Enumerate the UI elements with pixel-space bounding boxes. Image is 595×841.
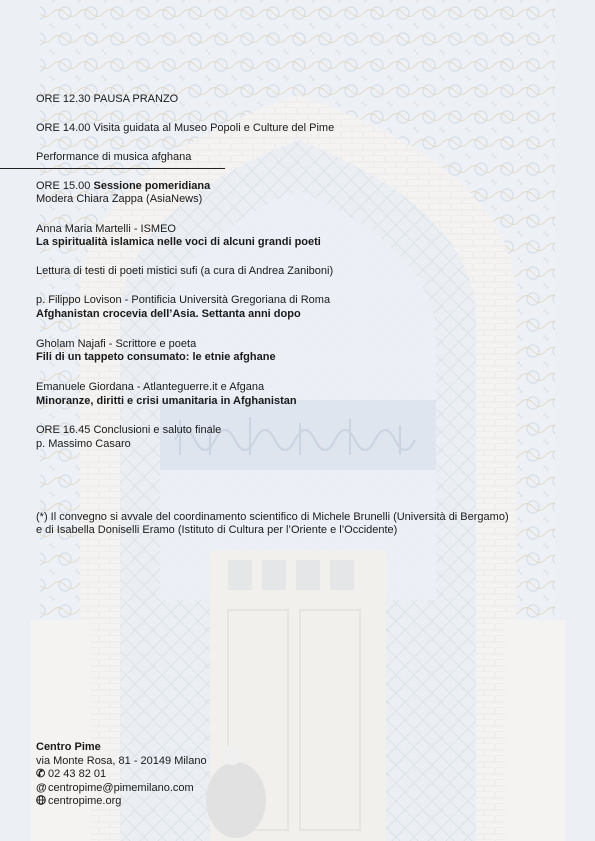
talk1-title: La spiritualità islamica nelle voci di alcuni grandi poeti <box>36 236 321 248</box>
talk2-speaker: p. Filippo Lovison - Pontificia Università Gregoriana di Roma <box>36 294 331 306</box>
afternoon-time: ORE 15.00 <box>36 180 94 192</box>
email-link[interactable]: centropime@pimemilano.com <box>48 781 194 794</box>
talk3-title: Fili di un tappeto consumato: le etnie afghane <box>36 351 276 363</box>
web-row[interactable] <box>36 795 207 809</box>
website-link[interactable]: centropime.org <box>48 795 122 807</box>
lunch-break: ORE 12.30 PAUSA PRANZO <box>36 93 179 105</box>
poetry-reading: Lettura di testi di poeti mistici sufi (a cura di Andrea Zaniboni) <box>36 265 334 277</box>
museum-visit: ORE 14.00 Visita guidata al Museo Popoli e Culture del Pime <box>36 122 335 134</box>
afternoon-title: Sessione pomeridiana <box>93 180 211 192</box>
scientific-note-line1: (*) Il convegno si avvale del coordinamento scientifico di Michele Brunelli (Università di Bergamo) <box>36 511 509 523</box>
globe-icon <box>36 795 48 809</box>
section-divider <box>0 168 225 169</box>
talk4-title: Minoranze, diritti e crisi umanitaria in Afghanistan <box>36 395 297 407</box>
scientific-note-line2: e di Isabella Doniselli Eramo (Istituto di Cultura per l’Oriente e l’Occidente) <box>36 524 398 536</box>
phone-icon: ✆ <box>36 768 46 780</box>
closing-remarks: ORE 16.45 Conclusioni e saluto finale <box>36 424 222 436</box>
talk2-title: Afghanistan crocevia dell’Asia. Settanta anni dopo <box>36 308 301 320</box>
talk1-speaker: Anna Maria Martelli - ISMEO <box>36 223 176 235</box>
phone-row <box>36 768 207 782</box>
closing-speaker: p. Massimo Casaro <box>36 438 131 450</box>
afternoon-session <box>36 179 210 193</box>
address: via Monte Rosa, 81 - 20149 Milano <box>36 754 207 767</box>
at-icon: @ <box>36 781 47 794</box>
email-row[interactable] <box>36 782 207 796</box>
talk3-speaker: Gholam Najafi - Scrittore e poeta <box>36 338 197 350</box>
contact-block <box>36 741 207 809</box>
phone-number: 02 43 82 01 <box>48 768 107 780</box>
music-performance: Performance di musica afghana <box>36 151 192 163</box>
talk4-speaker: Emanuele Giordana - Atlanteguerre.it e Afgana <box>36 381 265 393</box>
moderator: Modera Chiara Zappa (AsiaNews) <box>36 193 203 205</box>
org-name: Centro Pime <box>36 741 101 753</box>
